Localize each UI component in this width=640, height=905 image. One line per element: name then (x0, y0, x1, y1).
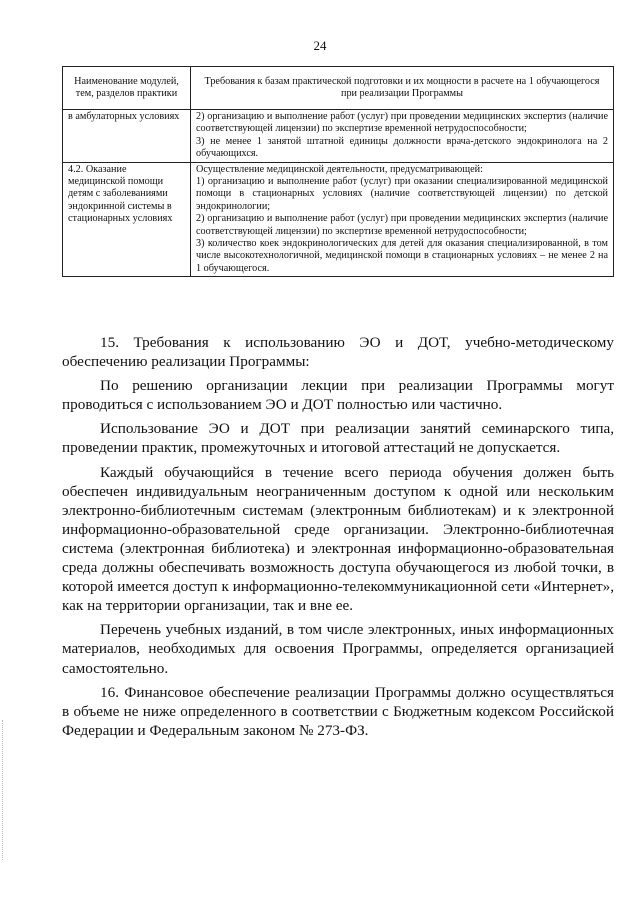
requirement-line: Осуществление медицинской деятельности, предусматривающей: (196, 163, 483, 175)
paragraph: Перечень учебных изданий, в том числе электронных, иных информационных материалов, необходимых для освоения Программы, определяется организацией самостоятельно. (62, 621, 614, 677)
table-header-row (63, 67, 614, 110)
section-15-heading: 15. Требования к использованию ЭО и ДОТ, учебно-методическому обеспечению реализации Программы: (62, 334, 614, 371)
requirement-line: 3) не менее 1 занятой штатной единицы должности врача-детского эндокринолога на 2 обучающихся. (196, 135, 608, 160)
paragraph: Каждый обучающийся в течение всего периода обучения должен быть обеспечен индивидуальным неограниченным доступом к одной или нескольким электронно-библиотечным системам (электронным библиотекам) и к электронной информационно-образовательной среде организации. Электронно-библиотечная система (электронная библиотека) и электронная информационно-образовательная среда должны обеспечивать возможность доступа обучающегося из любой точки, в которой имеется доступ к информационно-телекоммуникационной сети «Интернет», как на территории организации, так и вне ее. (62, 463, 614, 615)
header-module: Наименование модулей, тем, разделов практики (63, 67, 191, 110)
header-requirements: Требования к базам практической подготовки и их мощности в расчете на 1 обучающегося при реализации Программы (191, 67, 614, 110)
paragraph: По решению организации лекции при реализации Программы могут проводиться с использованием ЭО и ДОТ полностью или частично. (62, 377, 614, 414)
requirements-cell (191, 110, 614, 163)
section-16-paragraph: 16. Финансовое обеспечение реализации Программы должно осуществляться в объеме не ниже определенного в соответствии с Бюджетным кодексом Российской Федерации и Федеральным законом № 273-ФЗ. (62, 683, 614, 739)
requirements-table (62, 66, 614, 277)
requirements-cell (191, 162, 614, 277)
module-cell: 4.2. Оказание медицинской помощи детям с заболеваниями эндокринной системы в стационарных условиях (63, 162, 191, 277)
table-row (63, 110, 614, 163)
requirement-line: 3) количество коек эндокринологических для детей для оказания специализированной, в том числе высокотехнологичной, медицинской помощи в стационарных условиях – не менее 2 на 1 обучающегося. (196, 238, 608, 274)
page-number: 24 (313, 38, 327, 53)
module-cell: в амбулаторных условиях (63, 110, 191, 163)
table-row (63, 162, 614, 277)
requirement-line: 1) организацию и выполнение работ (услуг) при оказании специализированной медицинской помощи в стационарных условиях (наличие соответствующей лицензии) по детской эндокринологии; (196, 176, 608, 212)
requirement-line: 2) организацию и выполнение работ (услуг) при проведении медицинских экспертиз (наличие соответствующей лицензии) по экспертизе временной нетрудоспособности; (196, 213, 608, 237)
scan-margin-mark (2, 720, 11, 860)
requirement-line: 2) организацию и выполнение работ (услуг) при проведении медицинских экспертиз (наличие соответствующей лицензии) по экспертизе временной нетрудоспособности; (196, 111, 608, 135)
body-text (62, 333, 614, 740)
paragraph: Использование ЭО и ДОТ при реализации занятий семинарского типа, проведении практик, промежуточных и итоговой аттестаций не допускается. (62, 420, 614, 457)
